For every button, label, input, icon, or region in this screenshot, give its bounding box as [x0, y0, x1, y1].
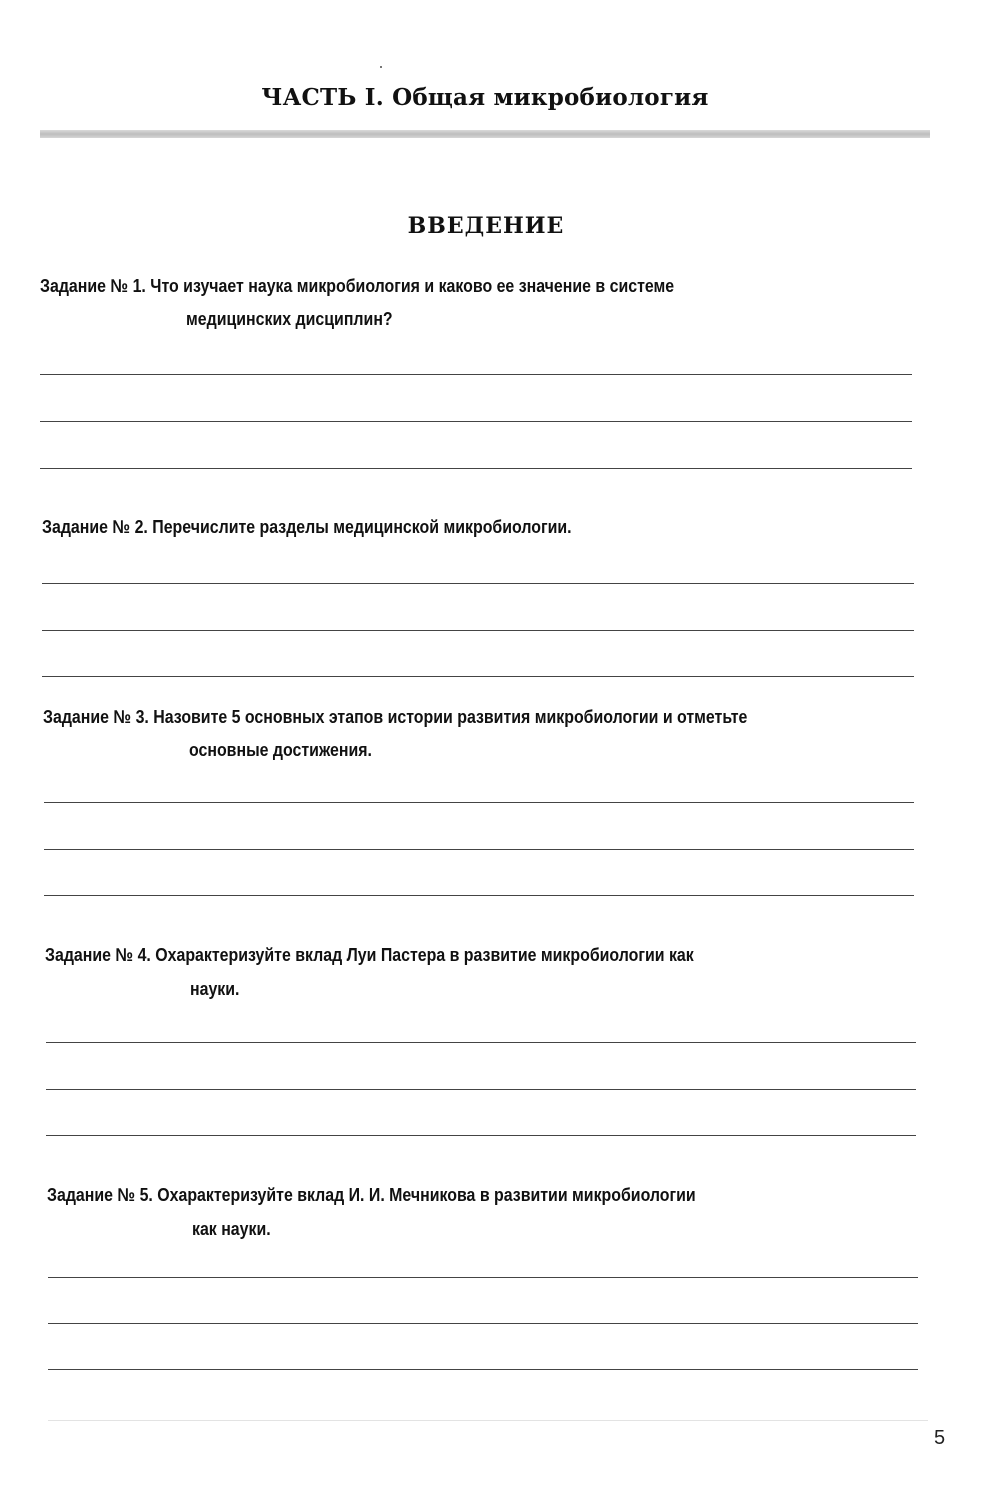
- task-1-label: Задание № 1.: [40, 275, 146, 296]
- answer-line[interactable]: [48, 1277, 918, 1278]
- task-3-text-line2: основные достижения.: [189, 739, 372, 760]
- task-5-label: Задание № 5.: [47, 1184, 153, 1205]
- task-2-question: [42, 512, 572, 542]
- task-5-text-line1: Охарактеризуйте вклад И. И. Мечникова в развитии микробиологии: [157, 1184, 696, 1205]
- answer-line[interactable]: [42, 676, 914, 677]
- task-1-text-line1: Что изучает наука микробиология и каково ее значение в системе: [150, 275, 675, 296]
- answer-line[interactable]: [42, 583, 914, 584]
- answer-line[interactable]: [42, 630, 914, 631]
- answer-line[interactable]: [40, 421, 912, 422]
- task-1-question: [40, 271, 674, 301]
- task-3-text-line1: Назовите 5 основных этапов истории развития микробиологии и отметьте: [153, 706, 748, 727]
- answer-line[interactable]: [40, 374, 912, 375]
- answer-line[interactable]: [46, 1135, 916, 1136]
- task-3-question: [43, 702, 747, 732]
- task-4-text-line1: Охарактеризуйте вклад Луи Пастера в развитие микробиологии как: [155, 944, 694, 965]
- task-5-question: [47, 1180, 696, 1210]
- task-2-label: Задание № 2.: [42, 516, 148, 537]
- answer-line[interactable]: [46, 1042, 916, 1043]
- answer-line[interactable]: [44, 802, 914, 803]
- scan-speck: [380, 66, 382, 68]
- task-5-text-line2: как науки.: [192, 1218, 271, 1239]
- task-3-label: Задание № 3.: [43, 706, 149, 727]
- footer-rule: [48, 1420, 928, 1421]
- task-4-question: [45, 940, 694, 970]
- part-title: ЧАСТЬ I. Общая микробиология: [261, 84, 709, 111]
- task-4-label: Задание № 4.: [45, 944, 151, 965]
- answer-line[interactable]: [48, 1323, 918, 1324]
- task-2-text-line1: Перечислите разделы медицинской микробиологии.: [152, 516, 572, 537]
- answer-line[interactable]: [40, 468, 912, 469]
- task-4-text-line2: науки.: [190, 978, 240, 999]
- answer-line[interactable]: [44, 849, 914, 850]
- answer-line[interactable]: [44, 895, 914, 896]
- answer-line[interactable]: [46, 1089, 916, 1090]
- title-divider-bar: [40, 130, 930, 138]
- answer-line[interactable]: [48, 1369, 918, 1370]
- task-1-text-line2: медицинских дисциплин?: [186, 308, 393, 329]
- section-heading: ВВЕДЕНИЕ: [407, 213, 565, 239]
- page-number: 5: [934, 1427, 946, 1449]
